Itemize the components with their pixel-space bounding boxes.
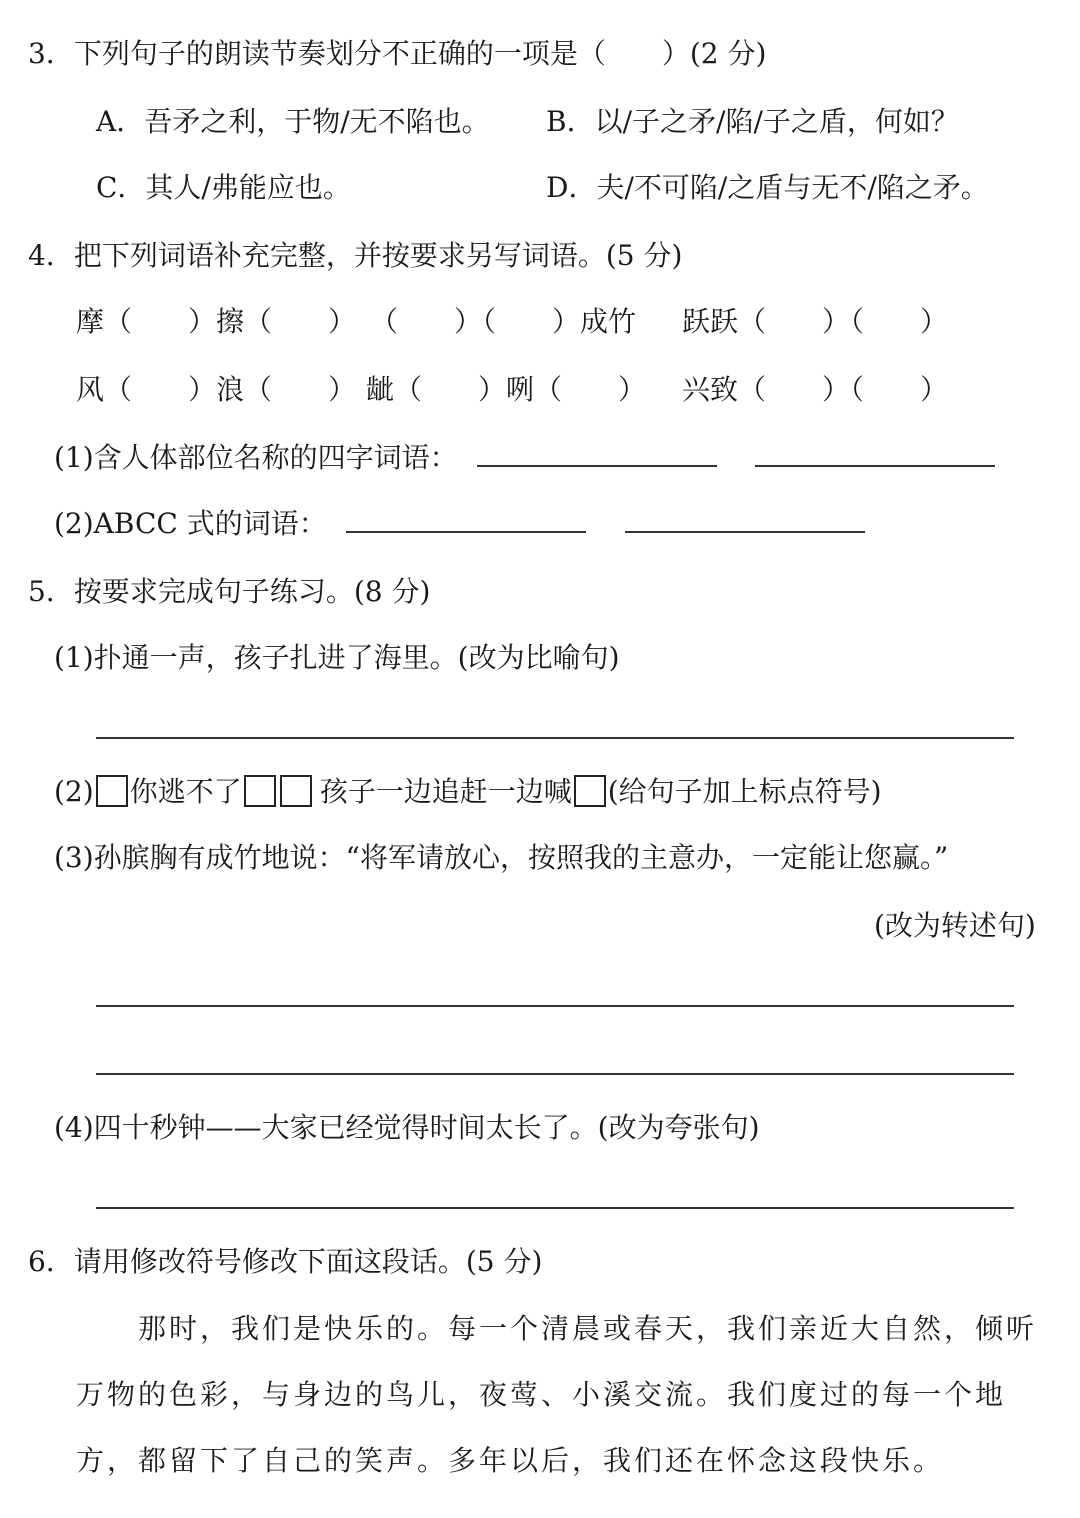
q5-s4: (4)四十秒钟——大家已经觉得时间太长了。(改为夸张句) — [54, 1111, 760, 1144]
q5-stem: 5．按要求完成句子练习。(8 分) — [28, 575, 431, 608]
q5-s3-note: (改为转述句) — [874, 909, 1036, 942]
answer-blank[interactable] — [755, 443, 995, 467]
answer-blank[interactable] — [477, 443, 717, 467]
q5-s2 — [54, 772, 882, 812]
punctuation-box[interactable] — [96, 775, 128, 807]
q3-option-c: C．其人/弗能应也。 — [96, 171, 351, 204]
q5-s2-number: (2) — [54, 775, 94, 808]
answer-blank[interactable] — [346, 509, 586, 533]
q6-passage: 那时，我们是快乐的。每一个清晨或春天，我们亲近大自然，倾听万物的色彩，与身边的鸟儿，夜莺、小溪交流。我们度过的每一个地方，都留下了自己的笑声。多年以后，我们还在怀念这段快乐。 — [76, 1312, 1038, 1477]
q4-stem: 4．把下列词语补充完整，并按要求另写词语。(5 分) — [28, 239, 683, 272]
punctuation-box[interactable] — [574, 775, 606, 807]
q4-sub2-label: (2)ABCC 式的词语： — [54, 507, 327, 540]
q6-stem: 6．请用修改符号修改下面这段话。(5 分) — [28, 1245, 543, 1278]
q4-idiom-2: （ ）（ ）成竹 — [370, 305, 637, 338]
q3-option-d: D．夫/不可陷/之盾与无不/陷之矛。 — [546, 171, 989, 204]
answer-line[interactable] — [96, 737, 1014, 739]
q4-idiom-3: 跃跃（ ）（ ） — [682, 305, 949, 338]
q5-s3: (3)孙膑胸有成竹地说：“将军请放心，按照我的主意办，一定能让您赢。” — [54, 841, 949, 874]
answer-line[interactable] — [96, 1073, 1014, 1075]
q3-option-b: B．以/子之矛/陷/子之盾，何如？ — [546, 105, 959, 138]
q5-s2-text-b: 孩子一边追赶一边喊 — [319, 775, 572, 808]
punctuation-box[interactable] — [280, 775, 312, 807]
q4-sub2 — [54, 504, 865, 544]
q5-s1: (1)扑通一声，孩子扎进了海里。(改为比喻句) — [54, 641, 620, 674]
q4-sub1-label: (1)含人体部位名称的四字词语： — [54, 441, 458, 474]
answer-line[interactable] — [96, 1207, 1014, 1209]
q3-option-a: A．吾矛之利，于物/无不陷也。 — [96, 105, 490, 138]
q4-sub1 — [54, 438, 995, 478]
q3-stem: 3．下列句子的朗读节奏划分不正确的一项是（ ）(2 分) — [28, 37, 767, 70]
q4-idiom-6: 兴致（ ）（ ） — [682, 373, 949, 406]
q4-idiom-5: 龇（ ）咧（ ） — [366, 373, 647, 406]
q5-s2-note: (给句子加上标点符号) — [607, 775, 882, 808]
answer-line[interactable] — [96, 1005, 1014, 1007]
q4-idiom-4: 风（ ）浪（ ） — [76, 373, 357, 406]
punctuation-box[interactable] — [244, 775, 276, 807]
q4-idiom-1: 摩（ ）擦（ ） — [76, 305, 357, 338]
answer-blank[interactable] — [625, 509, 865, 533]
q5-s2-text-a: 你逃不了 — [129, 775, 242, 808]
